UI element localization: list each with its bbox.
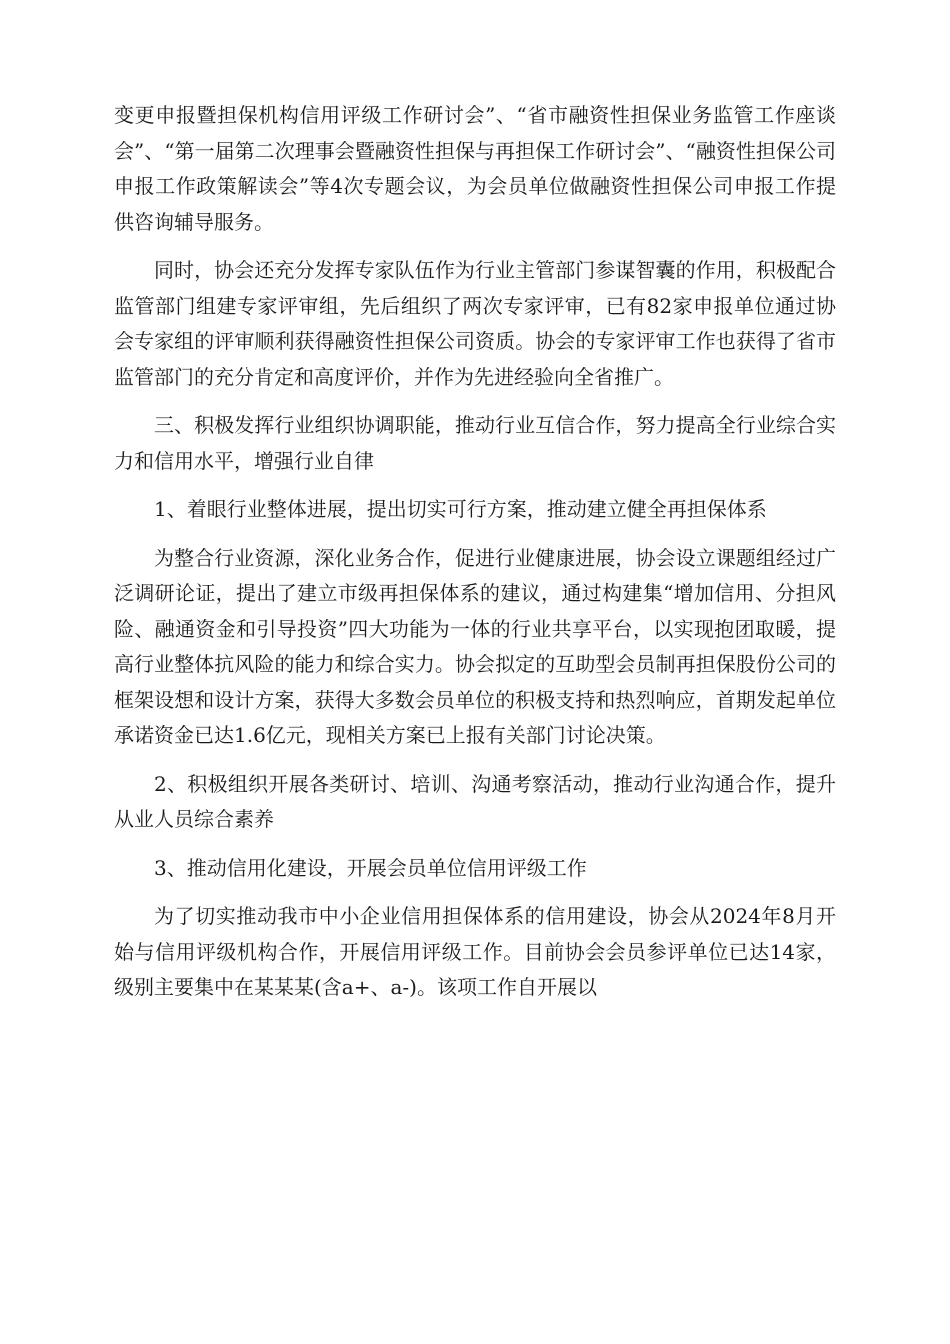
document-page — [114, 98, 836, 1019]
subsection-heading-three: 3、推动信用化建设，开展会员单位信用评级工作 — [154, 855, 587, 880]
paragraph-expert-review: 同时，协会还充分发挥专家队伍作为行业主管部门参谋智囊的作用，积极配合监管部门组建专家评审组，先后组织了两次专家评审，已有82家申报单位通过协会专家组的评审顺利获得融资性担保公司资质。协会的专家评审工作也获得了省市监管部门的充分肯定和高度评价，并作为先进经验向全省推广。 — [114, 258, 836, 389]
subsection-heading-one: 1、着眼行业整体进展，提出切实可行方案，推动建立健全再担保体系 — [154, 497, 767, 521]
paragraph-meeting-summary: 变更申报暨担保机构信用评级工作研讨会”、“省市融资性担保业务监管工作座谈会”、“第一届第二次理事会暨融资性担保与再担保工作研讨会”、“融资性担保公司申报工作政策解读会”等4次专题会议，为会员单位做融资性担保公司申报工作提供咨询辅导服务。 — [114, 103, 836, 234]
subsection-heading-two: 2、积极组织开展各类研讨、培训、沟通考察活动，推动行业沟通合作，提升从业人员综合素养 — [114, 771, 836, 831]
section-heading-three: 三、积极发挥行业组织协调职能，推动行业互信合作，努力提高全行业综合实力和信用水平，增强行业自律 — [114, 413, 836, 473]
paragraph-reguarantee-system: 为整合行业资源，深化业务合作，促进行业健康进展，协会设立课题组经过广泛调研论证，提出了建立市级再担保体系的建议，通过构建集“增加信用、分担风险、融通资金和引导投资”四大功能为一体的行业共享平台，以实现抱团取暖，提高行业整体抗风险的能力和综合实力。协会拟定的互助型会员制再担保股份公司的框架设想和设计方案，获得大多数会员单位的积极支持和热烈响应，首期发起单位承诺资金已达1.6亿元，现相关方案已上报有关部门讨论决策。 — [114, 545, 836, 747]
paragraph-credit-rating: 为了切实推动我市中小企业信用担保体系的信用建设，协会从2024年8月开始与信用评级机构合作，开展信用评级工作。目前协会会员参评单位已达14家，级别主要集中在某某某(含a+、a-)。该项工作自开展以 — [114, 904, 836, 999]
